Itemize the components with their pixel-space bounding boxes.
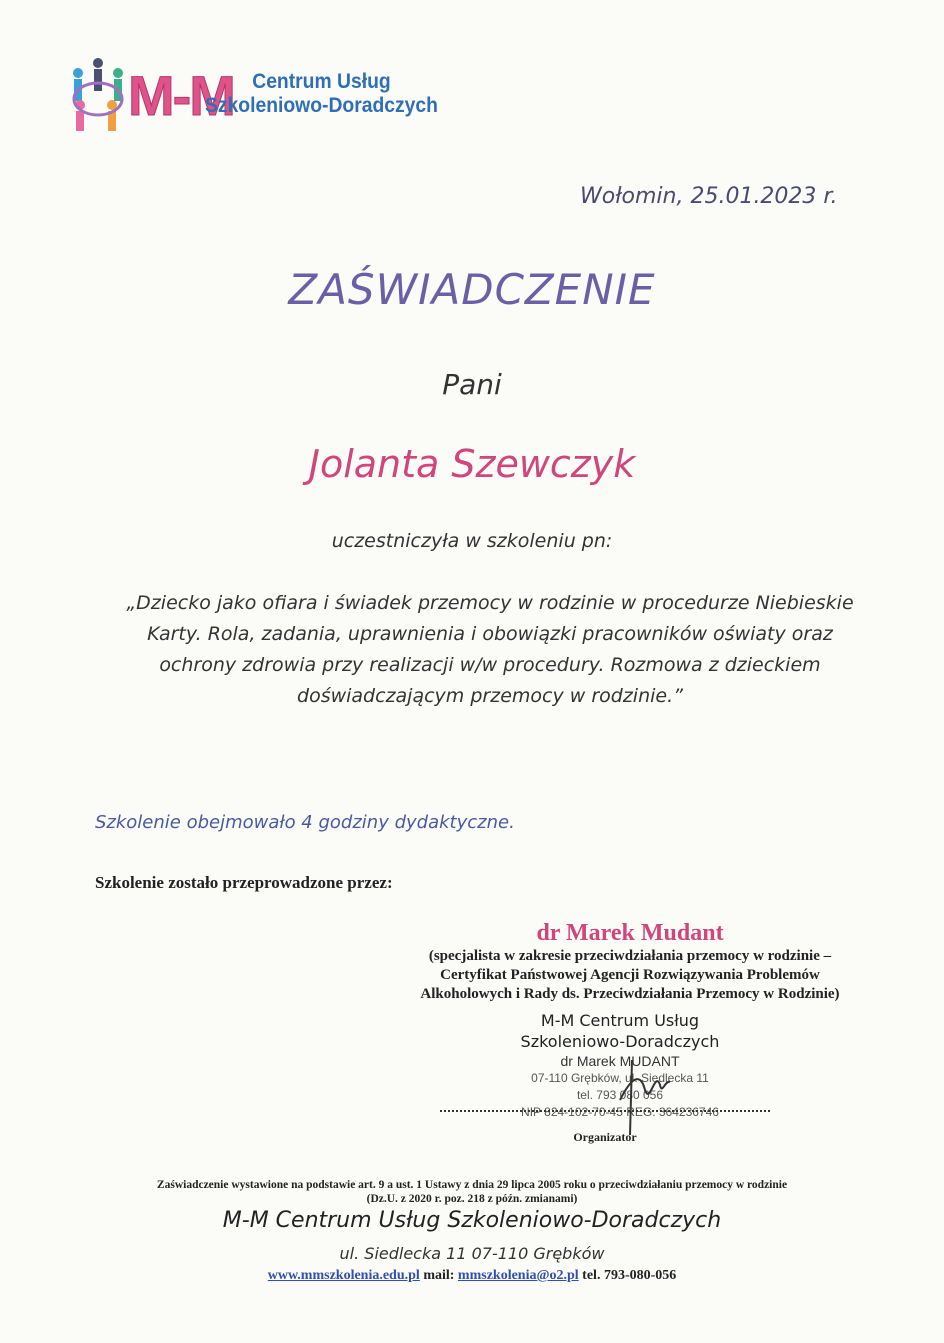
footer-org-name: M-M Centrum Usług Szkoleniowo-Doradczych bbox=[222, 1208, 722, 1233]
stamp-line: Szkoleniowo-Doradczych bbox=[520, 1032, 720, 1051]
website-link[interactable]: www.mmszkolenia.edu.pl bbox=[267, 1268, 420, 1283]
trainer-desc: (specjalista w zakresie przeciwdziałania przemocy w rodzinie – bbox=[428, 948, 832, 964]
logo bbox=[68, 55, 128, 135]
phone: tel. 793-080-056 bbox=[582, 1268, 677, 1283]
document-title: ZAŚWIADCZENIE bbox=[288, 265, 656, 314]
conducted-by-label: Szkolenie zostało przeprowadzone przez: bbox=[95, 873, 393, 892]
recipient-name: Jolanta Szewczyk bbox=[308, 442, 636, 486]
salutation: Pani bbox=[442, 368, 502, 401]
signature-line bbox=[440, 1110, 770, 1112]
participation-text: uczestniczyła w szkoleniu pn: bbox=[331, 530, 613, 552]
stamp-line: dr Marek MUDANT bbox=[560, 1053, 680, 1069]
stamp-line: M-M Centrum Usług bbox=[540, 1011, 700, 1030]
legal-basis bbox=[0, 1178, 944, 1206]
legal-basis-line2: (Dz.U. z 2020 r. poz. 218 z późn. zmianami) bbox=[366, 1193, 578, 1205]
logo-line1: Centrum Usług bbox=[252, 70, 391, 93]
trainer-block bbox=[380, 920, 880, 1004]
trainer-desc: Alkoholowych i Rady ds. Przeciwdziałania Przemocy w Rodzinie) bbox=[420, 986, 840, 1002]
logo-text bbox=[205, 70, 438, 118]
stamp-line: NIP 824-102-70-45 REG. 364236746 bbox=[521, 1105, 719, 1119]
trainer-name: dr Marek Mudant bbox=[536, 920, 724, 946]
issue-date: Wołomin, 25.01.2023 r. bbox=[580, 184, 838, 209]
email-link[interactable]: mmszkolenia@o2.pl bbox=[457, 1268, 579, 1283]
legal-basis-line1: Zaświadczenie wystawione na podstawie art. 9 a ust. 1 Ustawy z dnia 29 lipca 2005 roku o przeciwdziałaniu przemocy w rodzinie bbox=[156, 1179, 788, 1191]
signature-icon bbox=[600, 1040, 680, 1140]
training-topic: „Dziecko jako ofiara i świadek przemocy w rodzinie w procedurze Niebieskie Karty. Rola, zadania, uprawnienia i obowiązki pracowników oświaty oraz ochrony zdrowia przy realizacji w/w procedury. Rozmowa z dzieckiem doświadczającym przemocy w rodzinie.” bbox=[126, 592, 854, 707]
mail-label: mail: bbox=[423, 1268, 455, 1283]
people-circle-icon bbox=[68, 55, 128, 135]
footer-address: ul. Siedlecka 11 07-110 Grębków bbox=[339, 1244, 605, 1263]
footer-contact bbox=[0, 1268, 944, 1284]
stamp-line: 07-110 Grębków, ul. Siedlecka 11 bbox=[531, 1071, 709, 1085]
stamp-line: tel. 793 080 056 bbox=[576, 1088, 664, 1102]
logo-line2: Szkoleniowo-Doradczych bbox=[205, 94, 438, 117]
organizer-label: Organizator bbox=[573, 1130, 637, 1144]
trainer-desc: Certyfikat Państwowej Agencji Rozwiązywania Problemów bbox=[440, 967, 820, 983]
logo-mark: M-M bbox=[128, 64, 234, 127]
training-hours: Szkolenie obejmowało 4 godziny dydaktyczne. bbox=[95, 812, 515, 833]
